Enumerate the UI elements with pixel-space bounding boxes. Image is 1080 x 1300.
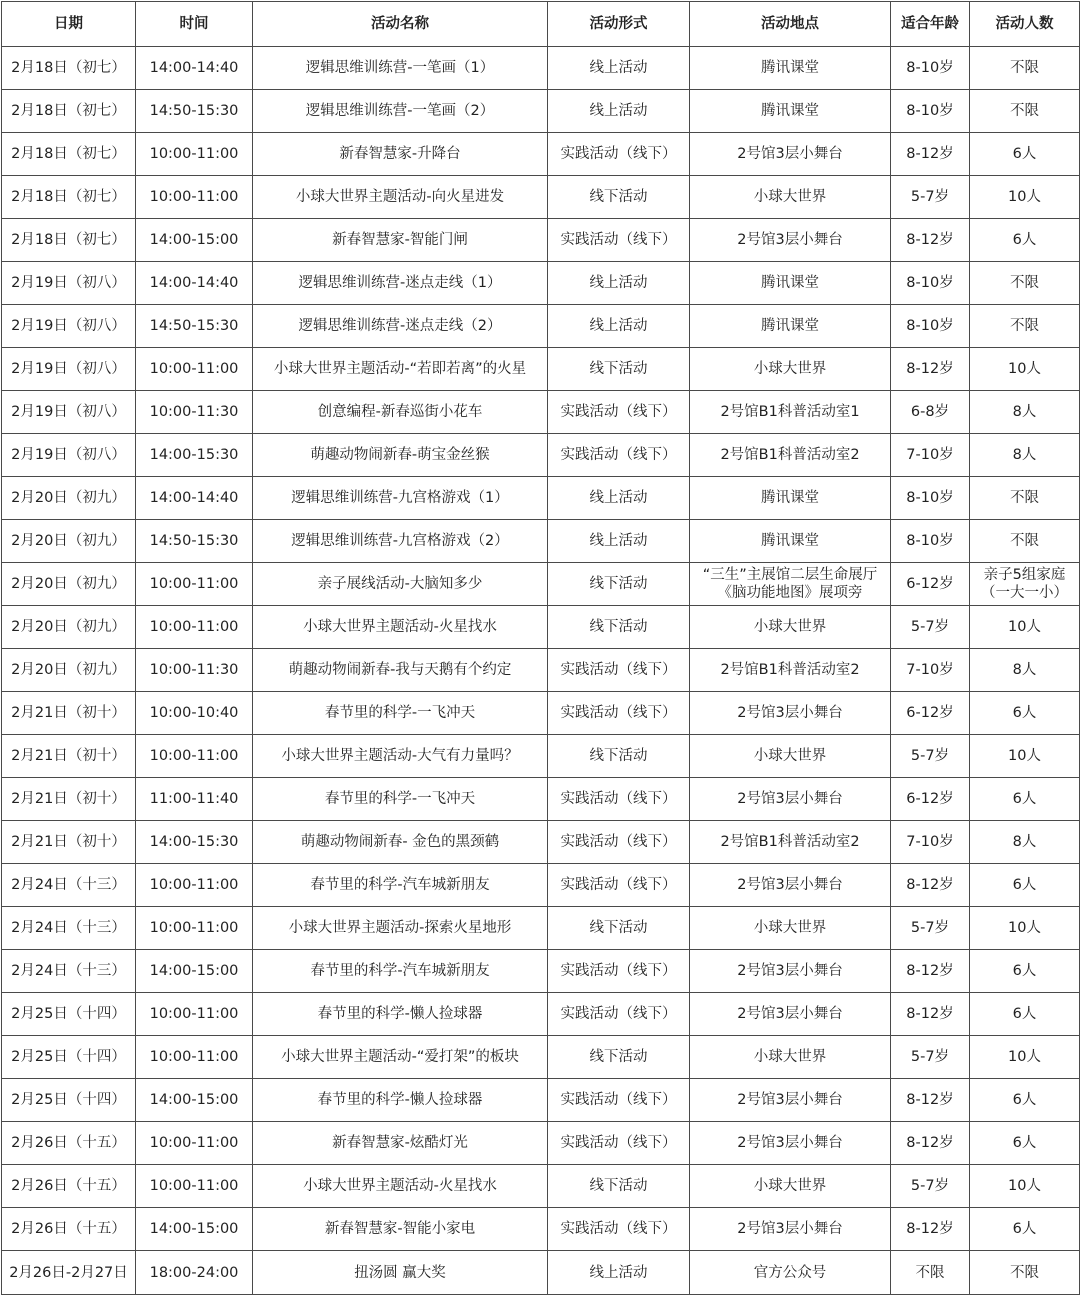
cell-format: 实践活动（线下）: [548, 864, 690, 907]
cell-location: 小球大世界: [690, 348, 891, 391]
cell-capacity: 10人: [970, 348, 1080, 391]
table-row: [2, 520, 1080, 563]
cell-format: 实践活动（线下）: [548, 778, 690, 821]
cell-age: 8-12岁: [891, 133, 970, 176]
header-activity-format: 活动形式: [548, 2, 690, 47]
cell-location: 腾讯课堂: [690, 262, 891, 305]
cell-date: 2月20日（初九）: [2, 606, 136, 649]
cell-capacity: 6人: [970, 1122, 1080, 1165]
table-row: [2, 305, 1080, 348]
cell-age: 8-12岁: [891, 1122, 970, 1165]
table-row: [2, 864, 1080, 907]
cell-capacity: 亲子5组家庭（一大一小）: [970, 563, 1080, 606]
cell-time: 14:00-15:00: [136, 950, 253, 993]
cell-age: 8-12岁: [891, 219, 970, 262]
cell-format: 线上活动: [548, 1251, 690, 1295]
cell-capacity: 6人: [970, 950, 1080, 993]
header-location: 活动地点: [690, 2, 891, 47]
cell-location: 2号馆B1科普活动室2: [690, 821, 891, 864]
cell-activity-name: 春节里的科学-懒人捡球器: [253, 993, 548, 1036]
cell-age: 8-12岁: [891, 950, 970, 993]
cell-format: 线下活动: [548, 1165, 690, 1208]
cell-date: 2月25日（十四）: [2, 1079, 136, 1122]
cell-activity-name: 萌趣动物闹新春- 金色的黑颈鹤: [253, 821, 548, 864]
cell-time: 18:00-24:00: [136, 1251, 253, 1295]
cell-activity-name: 春节里的科学-一飞冲天: [253, 778, 548, 821]
cell-time: 10:00-10:40: [136, 692, 253, 735]
table-row: [2, 1208, 1080, 1251]
cell-location: 2号馆3层小舞台: [690, 219, 891, 262]
cell-format: 线下活动: [548, 907, 690, 950]
cell-location: 2号馆3层小舞台: [690, 1079, 891, 1122]
table-row: [2, 950, 1080, 993]
cell-time: 14:50-15:30: [136, 520, 253, 563]
cell-format: 线下活动: [548, 348, 690, 391]
cell-age: 8-12岁: [891, 993, 970, 1036]
table-row: [2, 133, 1080, 176]
cell-time: 10:00-11:00: [136, 735, 253, 778]
cell-age: 8-12岁: [891, 348, 970, 391]
cell-format: 实践活动（线下）: [548, 133, 690, 176]
cell-format: 线上活动: [548, 90, 690, 133]
cell-capacity: 8人: [970, 821, 1080, 864]
table-row: [2, 90, 1080, 133]
cell-activity-name: 逻辑思维训练营-迷点走线（1）: [253, 262, 548, 305]
cell-capacity: 8人: [970, 391, 1080, 434]
cell-age: 8-12岁: [891, 864, 970, 907]
table-row: [2, 348, 1080, 391]
cell-activity-name: 小球大世界主题活动-火星找水: [253, 1165, 548, 1208]
cell-time: 14:00-14:40: [136, 262, 253, 305]
cell-location: 小球大世界: [690, 735, 891, 778]
cell-time: 14:00-14:40: [136, 47, 253, 90]
cell-date: 2月19日（初八）: [2, 348, 136, 391]
cell-date: 2月19日（初八）: [2, 434, 136, 477]
cell-age: 8-10岁: [891, 477, 970, 520]
table-row: [2, 778, 1080, 821]
cell-time: 10:00-11:00: [136, 993, 253, 1036]
cell-capacity: 10人: [970, 176, 1080, 219]
table-row: [2, 1036, 1080, 1079]
cell-location: “三生”主展馆二层生命展厅《脑功能地图》展项旁: [690, 563, 891, 606]
cell-activity-name: 逻辑思维训练营-九宫格游戏（1）: [253, 477, 548, 520]
cell-age: 8-10岁: [891, 90, 970, 133]
table-row: [2, 477, 1080, 520]
cell-time: 14:00-15:00: [136, 219, 253, 262]
cell-activity-name: 逻辑思维训练营-一笔画（2）: [253, 90, 548, 133]
cell-format: 线上活动: [548, 520, 690, 563]
cell-capacity: 6人: [970, 993, 1080, 1036]
cell-date: 2月20日（初九）: [2, 649, 136, 692]
cell-location: 腾讯课堂: [690, 305, 891, 348]
cell-capacity: 6人: [970, 692, 1080, 735]
cell-activity-name: 新春智慧家-升降台: [253, 133, 548, 176]
cell-date: 2月26日（十五）: [2, 1122, 136, 1165]
cell-capacity: 10人: [970, 1165, 1080, 1208]
cell-age: 5-7岁: [891, 735, 970, 778]
cell-activity-name: 扭汤圆 赢大奖: [253, 1251, 548, 1295]
cell-location: 小球大世界: [690, 1165, 891, 1208]
cell-format: 线上活动: [548, 262, 690, 305]
cell-date: 2月21日（初十）: [2, 778, 136, 821]
cell-activity-name: 逻辑思维训练营-迷点走线（2）: [253, 305, 548, 348]
cell-capacity: 不限: [970, 520, 1080, 563]
cell-location: 腾讯课堂: [690, 47, 891, 90]
cell-date: 2月18日（初七）: [2, 133, 136, 176]
cell-capacity: 6人: [970, 864, 1080, 907]
cell-location: 2号馆3层小舞台: [690, 950, 891, 993]
table-row: [2, 735, 1080, 778]
cell-time: 14:00-14:40: [136, 477, 253, 520]
table-row: [2, 1251, 1080, 1295]
cell-activity-name: 萌趣动物闹新春-萌宝金丝猴: [253, 434, 548, 477]
table-row: [2, 1122, 1080, 1165]
cell-age: 6-12岁: [891, 778, 970, 821]
cell-time: 10:00-11:00: [136, 1165, 253, 1208]
cell-format: 实践活动（线下）: [548, 1208, 690, 1251]
cell-age: 8-10岁: [891, 262, 970, 305]
cell-activity-name: 小球大世界主题活动-“若即若离”的火星: [253, 348, 548, 391]
cell-location: 小球大世界: [690, 907, 891, 950]
cell-time: 14:00-15:00: [136, 1208, 253, 1251]
cell-format: 线下活动: [548, 735, 690, 778]
cell-age: 8-10岁: [891, 47, 970, 90]
cell-age: 8-10岁: [891, 305, 970, 348]
cell-date: 2月18日（初七）: [2, 176, 136, 219]
cell-date: 2月18日（初七）: [2, 90, 136, 133]
cell-activity-name: 新春智慧家-智能小家电: [253, 1208, 548, 1251]
cell-location: 小球大世界: [690, 606, 891, 649]
cell-location: 小球大世界: [690, 176, 891, 219]
cell-date: 2月26日（十五）: [2, 1208, 136, 1251]
header-capacity: 活动人数: [970, 2, 1080, 47]
cell-format: 线下活动: [548, 1036, 690, 1079]
header-activity-name: 活动名称: [253, 2, 548, 47]
cell-location: 小球大世界: [690, 1036, 891, 1079]
cell-capacity: 6人: [970, 219, 1080, 262]
header-date: 日期: [2, 2, 136, 47]
cell-capacity: 6人: [970, 778, 1080, 821]
table-row: [2, 262, 1080, 305]
cell-date: 2月25日（十四）: [2, 993, 136, 1036]
cell-capacity: 10人: [970, 1036, 1080, 1079]
table-row: [2, 821, 1080, 864]
cell-location: 2号馆B1科普活动室2: [690, 434, 891, 477]
cell-age: 5-7岁: [891, 1036, 970, 1079]
cell-activity-name: 春节里的科学-汽车城新朋友: [253, 864, 548, 907]
cell-time: 10:00-11:00: [136, 348, 253, 391]
table-row: [2, 434, 1080, 477]
cell-capacity: 不限: [970, 305, 1080, 348]
cell-date: 2月26日（十五）: [2, 1165, 136, 1208]
cell-age: 7-10岁: [891, 649, 970, 692]
cell-age: 5-7岁: [891, 176, 970, 219]
cell-time: 14:00-15:30: [136, 821, 253, 864]
cell-capacity: 不限: [970, 1251, 1080, 1295]
header-row: [2, 2, 1080, 47]
cell-activity-name: 萌趣动物闹新春-我与天鹅有个约定: [253, 649, 548, 692]
cell-location: 2号馆B1科普活动室2: [690, 649, 891, 692]
cell-date: 2月20日（初九）: [2, 563, 136, 606]
cell-capacity: 10人: [970, 907, 1080, 950]
cell-date: 2月20日（初九）: [2, 520, 136, 563]
cell-age: 7-10岁: [891, 821, 970, 864]
cell-location: 腾讯课堂: [690, 520, 891, 563]
cell-format: 实践活动（线下）: [548, 1079, 690, 1122]
cell-date: 2月24日（十三）: [2, 864, 136, 907]
cell-capacity: 不限: [970, 47, 1080, 90]
cell-time: 10:00-11:00: [136, 606, 253, 649]
cell-format: 实践活动（线下）: [548, 993, 690, 1036]
cell-date: 2月19日（初八）: [2, 305, 136, 348]
cell-time: 10:00-11:00: [136, 133, 253, 176]
cell-time: 10:00-11:00: [136, 1122, 253, 1165]
cell-format: 线上活动: [548, 477, 690, 520]
cell-time: 14:50-15:30: [136, 90, 253, 133]
cell-age: 5-7岁: [891, 907, 970, 950]
cell-age: 5-7岁: [891, 1165, 970, 1208]
table-row: [2, 219, 1080, 262]
table-row: [2, 649, 1080, 692]
cell-activity-name: 创意编程-新春巡街小花车: [253, 391, 548, 434]
cell-time: 14:00-15:30: [136, 434, 253, 477]
cell-capacity: 不限: [970, 90, 1080, 133]
cell-age: 7-10岁: [891, 434, 970, 477]
cell-location: 2号馆3层小舞台: [690, 1122, 891, 1165]
cell-activity-name: 新春智慧家-智能门闸: [253, 219, 548, 262]
table-row: [2, 176, 1080, 219]
cell-activity-name: 春节里的科学-懒人捡球器: [253, 1079, 548, 1122]
cell-date: 2月21日（初十）: [2, 735, 136, 778]
cell-capacity: 8人: [970, 434, 1080, 477]
cell-time: 10:00-11:30: [136, 649, 253, 692]
cell-activity-name: 新春智慧家-炫酷灯光: [253, 1122, 548, 1165]
cell-date: 2月24日（十三）: [2, 907, 136, 950]
cell-location: 腾讯课堂: [690, 90, 891, 133]
cell-time: 14:50-15:30: [136, 305, 253, 348]
cell-format: 实践活动（线下）: [548, 219, 690, 262]
cell-capacity: 6人: [970, 1208, 1080, 1251]
cell-activity-name: 小球大世界主题活动-大气有力量吗？: [253, 735, 548, 778]
cell-activity-name: 春节里的科学-汽车城新朋友: [253, 950, 548, 993]
cell-format: 线下活动: [548, 176, 690, 219]
cell-age: 6-12岁: [891, 692, 970, 735]
cell-format: 实践活动（线下）: [548, 950, 690, 993]
cell-location: 2号馆3层小舞台: [690, 864, 891, 907]
cell-format: 线下活动: [548, 606, 690, 649]
cell-age: 8-12岁: [891, 1208, 970, 1251]
cell-date: 2月18日（初七）: [2, 219, 136, 262]
cell-date: 2月19日（初八）: [2, 262, 136, 305]
cell-format: 实践活动（线下）: [548, 821, 690, 864]
cell-date: 2月26日-2月27日: [2, 1251, 136, 1295]
cell-capacity: 不限: [970, 262, 1080, 305]
cell-location: 2号馆B1科普活动室1: [690, 391, 891, 434]
cell-format: 实践活动（线下）: [548, 649, 690, 692]
cell-capacity: 6人: [970, 1079, 1080, 1122]
table-row: [2, 907, 1080, 950]
cell-time: 10:00-11:00: [136, 176, 253, 219]
cell-capacity: 8人: [970, 649, 1080, 692]
cell-capacity: 6人: [970, 133, 1080, 176]
cell-format: 实践活动（线下）: [548, 391, 690, 434]
table-row: [2, 563, 1080, 606]
table-row: [2, 1165, 1080, 1208]
cell-time: 11:00-11:40: [136, 778, 253, 821]
activity-schedule-table: [1, 1, 1080, 1295]
cell-location: 2号馆3层小舞台: [690, 133, 891, 176]
cell-format: 实践活动（线下）: [548, 1122, 690, 1165]
cell-location: 官方公众号: [690, 1251, 891, 1295]
cell-date: 2月20日（初九）: [2, 477, 136, 520]
cell-activity-name: 小球大世界主题活动-火星找水: [253, 606, 548, 649]
cell-date: 2月19日（初八）: [2, 391, 136, 434]
cell-time: 14:00-15:00: [136, 1079, 253, 1122]
cell-location: 2号馆3层小舞台: [690, 692, 891, 735]
cell-date: 2月21日（初十）: [2, 692, 136, 735]
cell-age: 8-10岁: [891, 520, 970, 563]
cell-format: 实践活动（线下）: [548, 434, 690, 477]
cell-activity-name: 逻辑思维训练营-九宫格游戏（2）: [253, 520, 548, 563]
cell-age: 6-8岁: [891, 391, 970, 434]
cell-format: 线上活动: [548, 47, 690, 90]
cell-format: 线下活动: [548, 563, 690, 606]
cell-time: 10:00-11:00: [136, 864, 253, 907]
table-row: [2, 993, 1080, 1036]
cell-activity-name: 逻辑思维训练营-一笔画（1）: [253, 47, 548, 90]
cell-location: 2号馆3层小舞台: [690, 1208, 891, 1251]
cell-time: 10:00-11:00: [136, 1036, 253, 1079]
cell-format: 实践活动（线下）: [548, 692, 690, 735]
table-row: [2, 692, 1080, 735]
table-row: [2, 47, 1080, 90]
table-row: [2, 1079, 1080, 1122]
cell-age: 8-12岁: [891, 1079, 970, 1122]
header-time: 时间: [136, 2, 253, 47]
cell-capacity: 不限: [970, 477, 1080, 520]
cell-location: 2号馆3层小舞台: [690, 993, 891, 1036]
cell-time: 10:00-11:30: [136, 391, 253, 434]
cell-activity-name: 亲子展线活动-大脑知多少: [253, 563, 548, 606]
cell-activity-name: 小球大世界主题活动-探索火星地形: [253, 907, 548, 950]
table-body: [2, 47, 1080, 1295]
cell-age: 5-7岁: [891, 606, 970, 649]
cell-activity-name: 小球大世界主题活动-“爱打架”的板块: [253, 1036, 548, 1079]
cell-age: 6-12岁: [891, 563, 970, 606]
cell-time: 10:00-11:00: [136, 563, 253, 606]
cell-date: 2月21日（初十）: [2, 821, 136, 864]
cell-activity-name: 春节里的科学-一飞冲天: [253, 692, 548, 735]
cell-location: 腾讯课堂: [690, 477, 891, 520]
cell-format: 线上活动: [548, 305, 690, 348]
cell-location: 2号馆3层小舞台: [690, 778, 891, 821]
table-row: [2, 606, 1080, 649]
cell-time: 10:00-11:00: [136, 907, 253, 950]
header-age: 适合年龄: [891, 2, 970, 47]
cell-capacity: 10人: [970, 735, 1080, 778]
table-row: [2, 391, 1080, 434]
cell-date: 2月18日（初七）: [2, 47, 136, 90]
cell-age: 不限: [891, 1251, 970, 1295]
cell-capacity: 10人: [970, 606, 1080, 649]
cell-activity-name: 小球大世界主题活动-向火星进发: [253, 176, 548, 219]
cell-date: 2月25日（十四）: [2, 1036, 136, 1079]
cell-date: 2月24日（十三）: [2, 950, 136, 993]
